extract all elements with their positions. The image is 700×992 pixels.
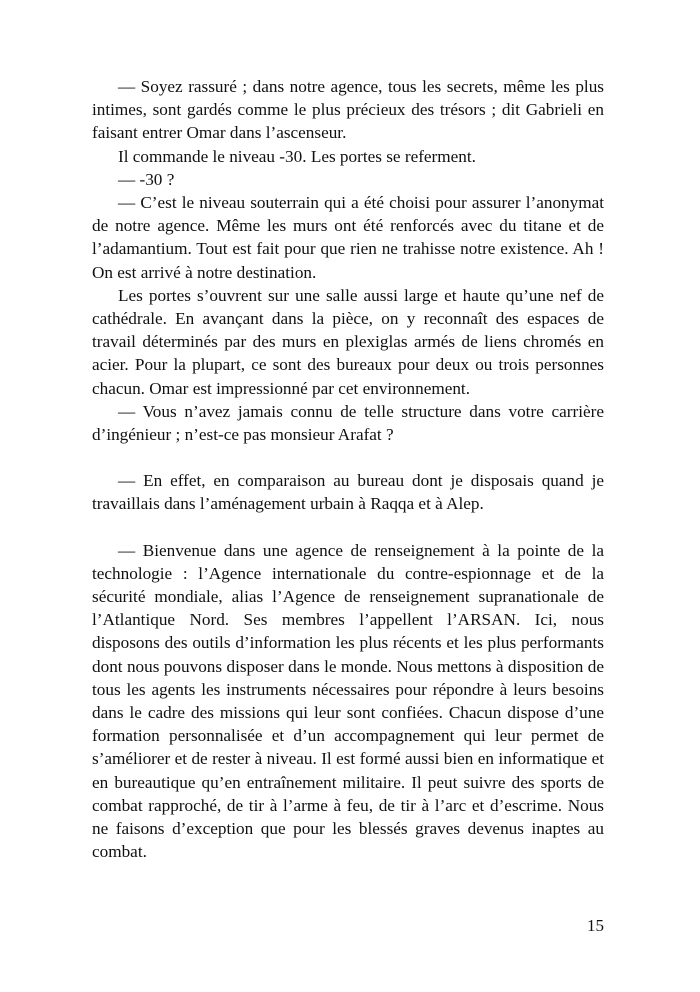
page-number: 15 — [587, 916, 604, 935]
paragraph-4: — C’est le niveau souterrain qui a été choisi pour assurer l’anonymat de notre agence. Même les murs ont été renforcés avec du titane et de l’adamantium. Tout est fait pour que rien ne trahisse notre existence. Ah ! On est arrivé à notre destination. — [92, 193, 604, 282]
paragraph-3: — -30 ? — [118, 169, 175, 189]
paragraph-2: Il commande le niveau -30. Les portes se referment. — [118, 146, 476, 166]
paragraph-gap — [92, 446, 604, 469]
paragraph-7: — En effet, en comparaison au bureau dont je disposais quand je travaillais dans l’aménagement urbain à Raqqa et à Alep. — [92, 471, 604, 514]
paragraph-gap — [92, 516, 604, 539]
paragraph-1: — Soyez rassuré ; dans notre agence, tous les secrets, même les plus intimes, sont gardés comme le plus précieux des trésors ; dit Gabrieli en faisant entrer Omar dans l’ascenseur. — [92, 77, 604, 143]
paragraph-6: — Vous n’avez jamais connu de telle structure dans votre carrière d’ingénieur ; n’est-ce pas monsieur Arafat ? — [92, 401, 604, 445]
paragraph-8: — Bienvenue dans une agence de renseignement à la pointe de la technologie : l’Agence internationale du contre-espionnage et de la sécurité mondiale, alias l’Agence de renseignement supranationale de l’Atlantique Nord. Ses membres l’appellent l’ARSAN. Ici, nous disposons des outils d’information les plus récents et les plus performants dont nous pouvons disposer dans le monde. Nous mettons à disposition de tous les agents les instruments nécessaires pour répondre à leurs besoins dans le cadre des missions qui leur sont confiées. Chacun dispose d’une formation personnalisée et d’un accompagnement qui leur permet de s’améliorer et de rester à niveau. Il est formé aussi bien en informatique et en bureautique qu’en entraînement militaire. Il peut suivre des sports de combat rapproché, de tir à l’arme à feu, de tir à l’arc et d’escrime. Nous ne faisons d’exception que pour les blessés graves devenus inaptes au combat. — [92, 540, 604, 862]
body-text — [92, 75, 604, 864]
paragraph-5: Les portes s’ouvrent sur une salle aussi large et haute qu’une nef de cathédrale. En avançant dans la pièce, on y reconnaît des espaces de travail déterminés par des murs en plexiglas armés de liens chromés en acier. Pour la plupart, ce sont des bureaux pour deux ou trois personnes chacun. Omar est impressionné par cet environnement. — [92, 285, 604, 398]
